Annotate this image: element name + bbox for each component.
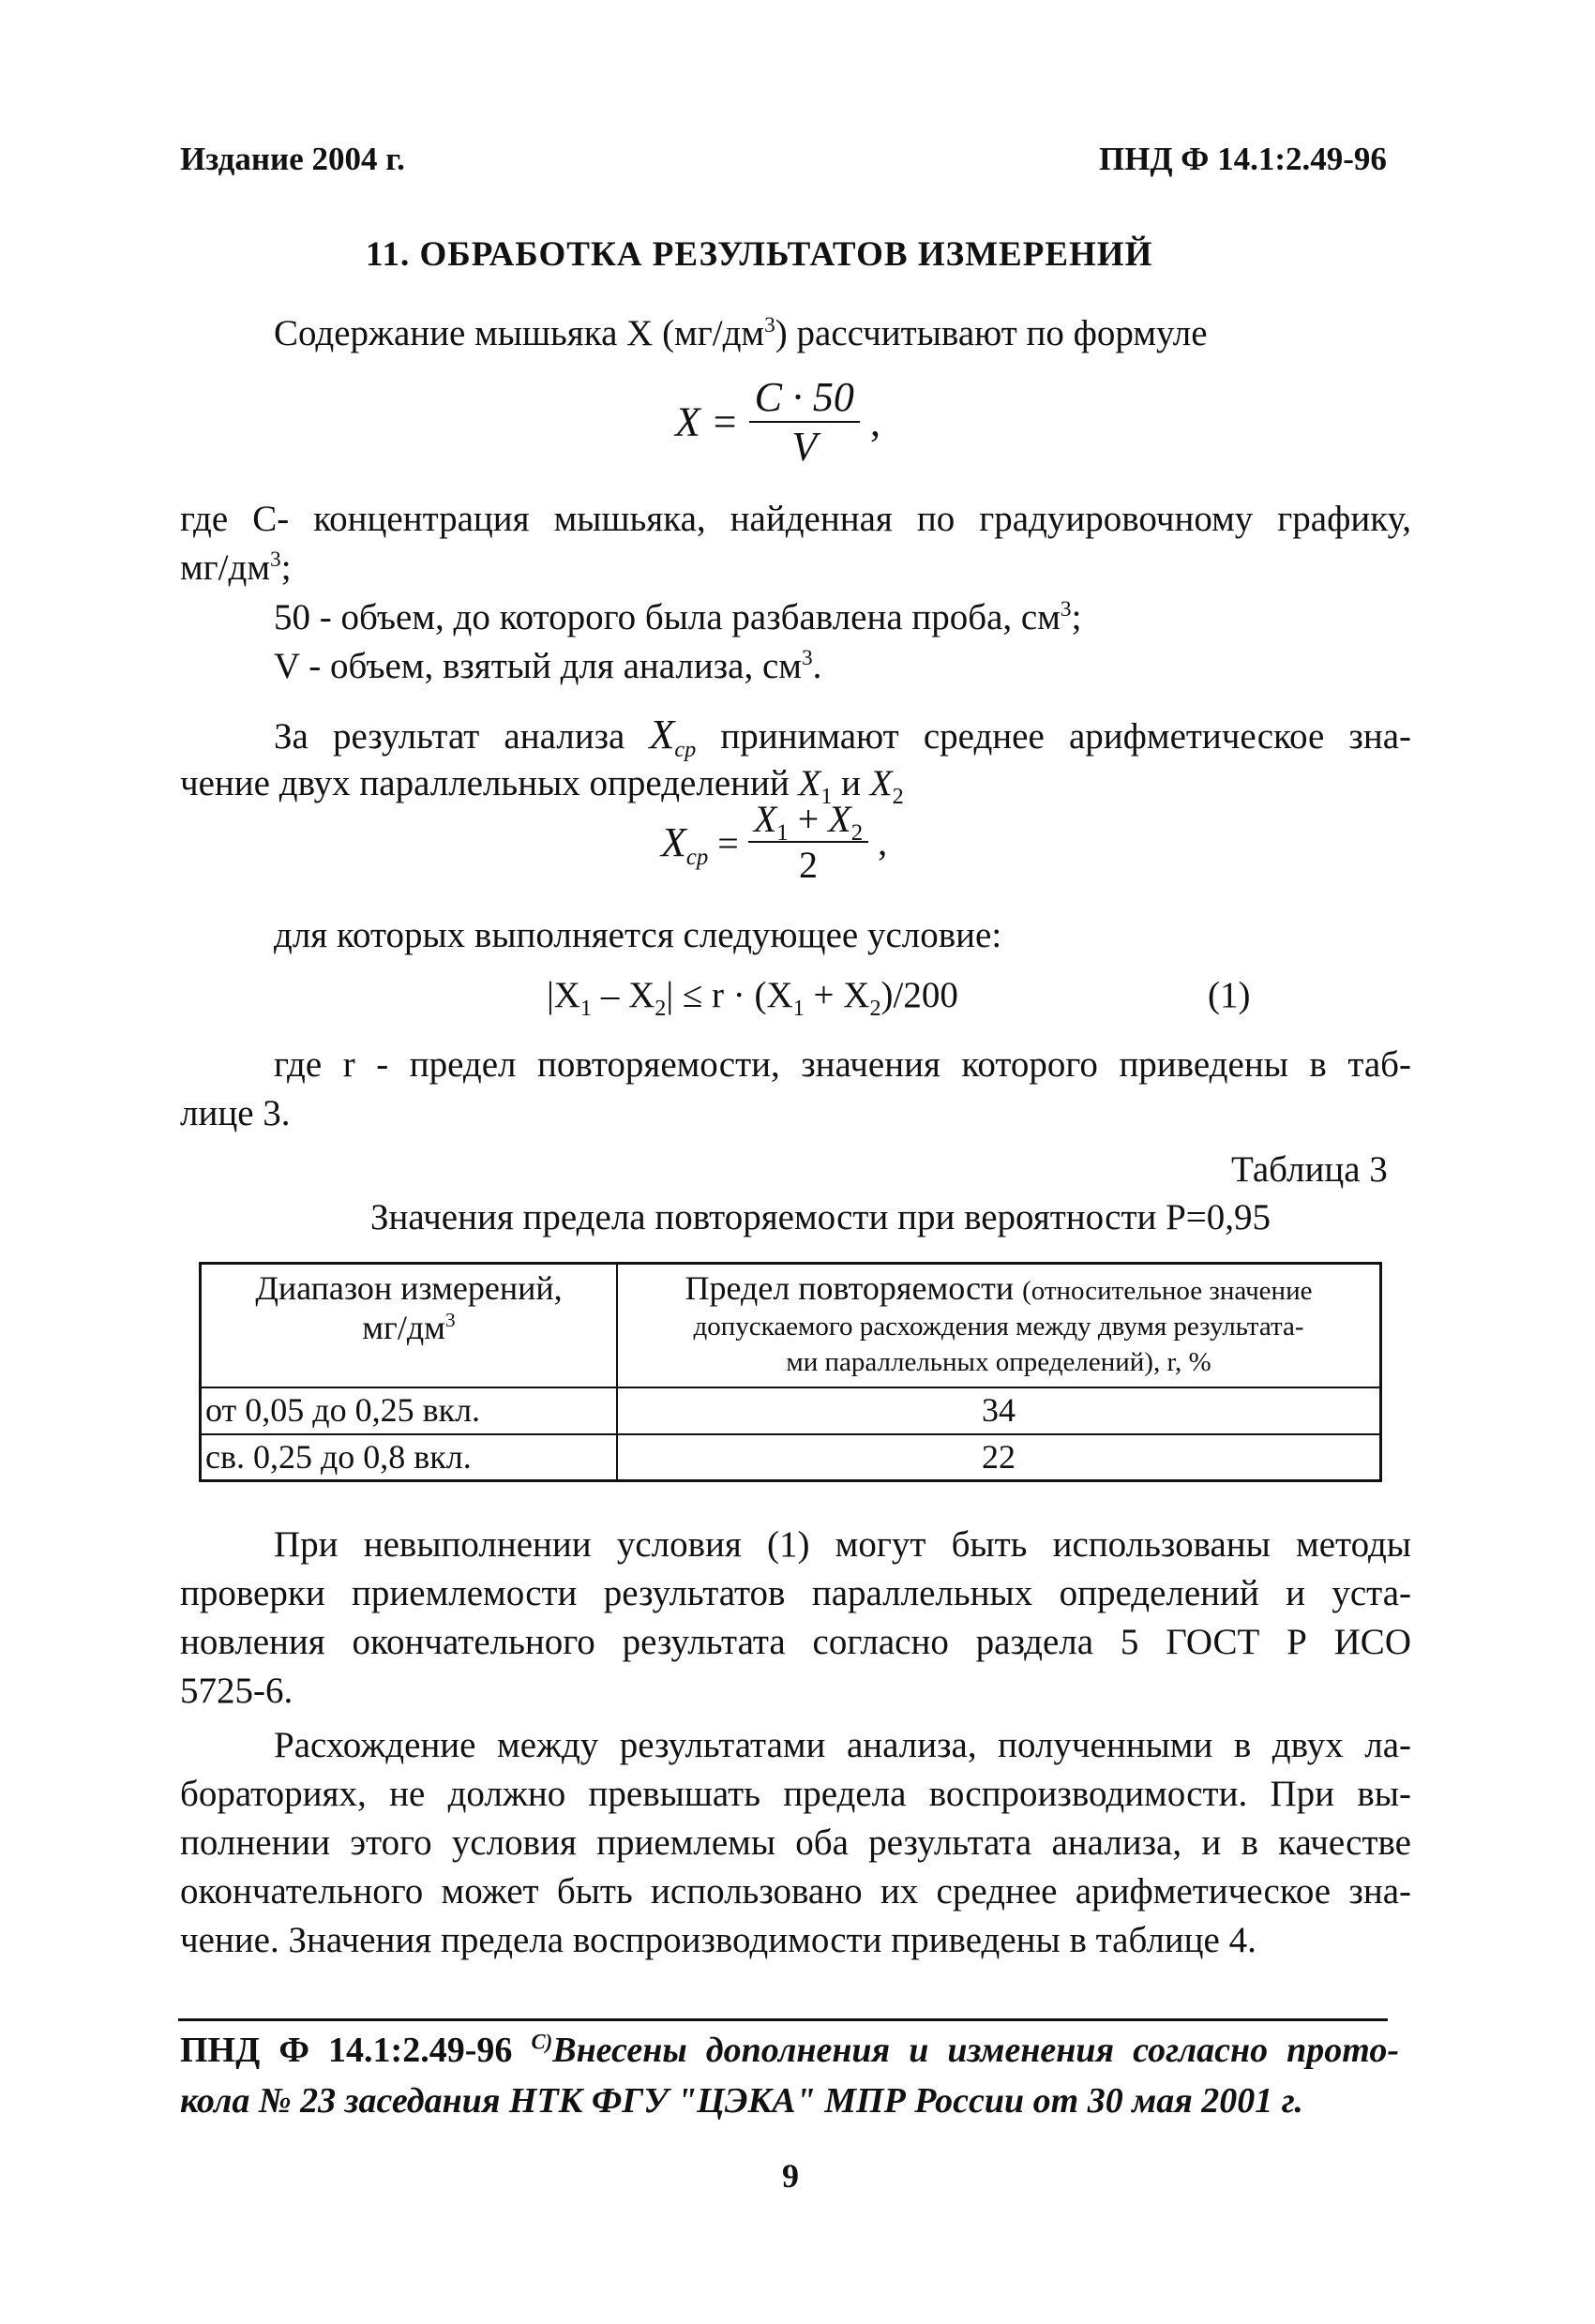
para-nonfulfil: При невыполнении условия (1) могут быть использованы методы проверки приемлемости результатов параллельных определений и уста- новления окончательного результата согласно раздела 5 ГОСТ Р ИСО 5725-6.	[180, 1524, 1411, 1711]
header-document-code: ПНД Ф 14.1:2.49-96	[1099, 141, 1387, 177]
para-discrepancy: Расхождение между результатами анализа, полученными в двух ла- бораториях, не должно превышать предела воспроизводимости. При вы- полнении этого условия приемлемы оба результата анализа, и в качестве окончательного может быть использовано их среднее арифметическое зна- чение. Значения предела воспроизводимости приведены в таблице 4.	[180, 1725, 1411, 1960]
footnote: ПНД Ф 14.1:2.49-96 $^{С)}$Внесены дополнения и изменения согласно прото- кола № 23 заседания НТК ФГУ "ЦЭКА" МПР России от 30 мая 2001 г.	[180, 2030, 1399, 2121]
cell-range: св. 0,25 до 0,8 вкл.	[201, 1434, 618, 1481]
condition-intro: для которых выполняется следующее условие:	[274, 915, 1002, 955]
formula-arsenic: X = $\frac{C \cdot 50}{V}$ ,	[675, 374, 880, 470]
formula-mean: $X_{ср}$ = $\frac{X_1 + X_2}{2}$ ,	[661, 798, 888, 886]
header-edition: Издание 2004 г.	[180, 141, 405, 177]
formula-mean-fraction: $\frac{X_1 + X_2}{2}$	[748, 797, 868, 887]
table-row	[201, 1387, 1381, 1434]
header-range: Диапазон измерений, $мг/дм^3$	[201, 1264, 618, 1387]
cell-value: 34	[617, 1387, 1381, 1434]
section-title: 11. ОБРАБОТКА РЕЗУЛЬТАТОВ ИЗМЕРЕНИЙ	[366, 235, 1153, 274]
where-r-line2: лице 3.	[180, 1093, 291, 1133]
cell-value: 22	[617, 1434, 1381, 1481]
result-para-line1: За результат анализа $X_{ср}$ принимают среднее арифметическое зна-	[274, 712, 1411, 762]
where-c-line: где С- концентрация мышьяка, найденная по градуировочному графику,	[180, 499, 1411, 539]
repeatability-table	[199, 1262, 1382, 1482]
page-number: 9	[782, 2157, 799, 2195]
table-header-row	[201, 1264, 1381, 1387]
footnote-divider	[178, 2018, 1388, 2021]
formula-lhs: X =	[675, 398, 739, 445]
formula-fraction: $\frac{C \cdot 50}{V}$	[749, 373, 860, 471]
where-v-line: V - объем, взятый для анализа, $см^3$.	[274, 646, 822, 686]
condition-number: (1)	[1208, 975, 1251, 1015]
where-r-line1: где r - предел повторяемости, значения которого приведены в таб-	[274, 1044, 1411, 1085]
where-c-unit: $мг/дм^3$;	[180, 547, 292, 588]
header-limit: Предел повторяемости (относительное значение допускаемого расхождения между двумя результата- ми параллельных определений), r, %	[617, 1264, 1381, 1387]
intro-line: Содержание мышьяка X $(мг/дм^3)$ рассчитывают по формуле	[274, 313, 1208, 353]
result-para-line2: чение двух параллельных определений $X_1$ и $X_2$	[180, 763, 904, 809]
table-row	[201, 1434, 1381, 1481]
cell-range: от 0,05 до 0,25 вкл.	[201, 1387, 618, 1434]
where-50-line: 50 - объем, до которого была разбавлена проба, $см^3$;	[274, 597, 1082, 637]
table-caption: Значения предела повторяемости при вероятности Р=0,95	[370, 1197, 1271, 1237]
condition-formula: $|X_1 - X_2| \le r \cdot (X_1 + X_2)/200$	[547, 975, 958, 1021]
table-label: Таблица 3	[1231, 1149, 1388, 1190]
